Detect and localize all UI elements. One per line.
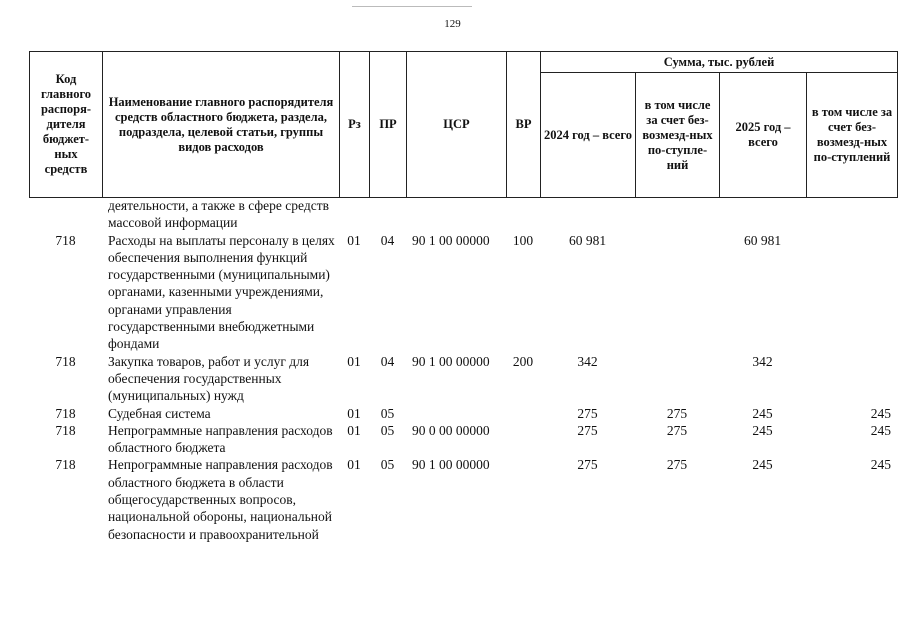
- row-sum-2025: 245: [752, 405, 773, 421]
- row-pr: 04: [380, 353, 395, 369]
- page-number: 129: [444, 18, 461, 30]
- table-row: [29, 405, 897, 422]
- header-2025-grants: в том числе за счет без-возмезд-ных по-ступлений: [807, 73, 898, 198]
- row-code: 718: [55, 353, 76, 369]
- row-name: Непрограммные направления расходов областного бюджета в области общегосударственных вопросов, национальной обороны, национальной безопасности и правоохранительной: [108, 457, 333, 542]
- row-code: 718: [55, 422, 76, 438]
- row-name: Непрограммные направления расходов областного бюджета: [108, 422, 333, 456]
- row-sum-2024: 275: [577, 457, 598, 473]
- row-rz: 01: [347, 457, 361, 473]
- row-code: 718: [55, 457, 76, 473]
- table-row: [29, 353, 897, 405]
- row-pr: 04: [380, 232, 395, 248]
- row-grants-2024: [635, 353, 719, 405]
- row-csr: [406, 405, 506, 422]
- header-2024-total: 2024 год – всего: [541, 73, 636, 198]
- row-csr: 90 1 00 00000: [412, 457, 490, 473]
- table-row: [29, 456, 897, 542]
- header-pr: ПР: [370, 52, 407, 198]
- header-rz: Рз: [340, 52, 370, 198]
- row-pr: [369, 197, 406, 232]
- row-grants-2024: [635, 197, 719, 232]
- row-sum-2024: 60 981: [568, 232, 607, 248]
- row-vr: 100: [512, 232, 534, 248]
- row-grants-2025: 245: [870, 457, 891, 473]
- row-grants-2024: 275: [666, 422, 688, 438]
- header-vr: ВР: [507, 52, 541, 198]
- table-row: [29, 197, 897, 232]
- header-2024-grants: в том числе за счет без-возмезд-ных по-ступле-ний: [636, 73, 720, 198]
- row-grants-2024: 275: [666, 457, 688, 473]
- row-code: 718: [55, 232, 76, 248]
- row-code: [29, 197, 102, 232]
- row-code: 718: [55, 405, 76, 421]
- row-vr: [506, 456, 540, 542]
- header-sum-group: Сумма, тыс. рублей: [541, 52, 898, 73]
- row-rz: [339, 197, 369, 232]
- header-2025-total: 2025 год – всего: [720, 73, 807, 198]
- row-csr: 90 1 00 00000: [412, 353, 490, 369]
- row-sum-2025: 245: [752, 422, 773, 438]
- header-csr: ЦСР: [407, 52, 507, 198]
- budget-table: [29, 197, 897, 543]
- row-grants-2025: [806, 353, 897, 405]
- row-rz: 01: [347, 353, 361, 369]
- table-header: [29, 51, 898, 198]
- row-name: деятельности, а также в сфере средств массовой информации: [108, 198, 329, 231]
- row-csr: 90 1 00 00000: [412, 232, 490, 248]
- header-name: Наименование главного распорядителя средств областного бюджета, раздела, подраздела, целевой статьи, группы видов расходов: [103, 52, 340, 198]
- row-grants-2025: [806, 197, 897, 232]
- row-pr: 05: [380, 405, 395, 421]
- table-row: [29, 422, 897, 457]
- row-rz: 01: [347, 422, 361, 438]
- row-csr: [406, 197, 506, 232]
- row-grants-2025: 245: [870, 422, 891, 438]
- header-code: Код главного распоря-дителя бюджет-ных средств: [30, 52, 103, 198]
- row-sum-2025: 60 981: [743, 232, 782, 248]
- row-sum-2024: 275: [577, 422, 598, 438]
- row-sum-2024: 275: [577, 405, 598, 421]
- row-sum-2025: 342: [752, 353, 773, 369]
- row-pr: 05: [380, 457, 395, 473]
- row-vr: 200: [512, 353, 534, 369]
- top-rule: [352, 6, 472, 7]
- row-sum-2025: 245: [752, 457, 773, 473]
- row-sum-2025: [719, 197, 806, 232]
- row-vr: [506, 197, 540, 232]
- row-name: Закупка товаров, работ и услуг для обеспечения государственных (муниципальных) нужд: [108, 353, 310, 404]
- row-csr: 90 0 00 00000: [412, 422, 490, 438]
- row-rz: 01: [347, 232, 361, 248]
- row-vr: [506, 405, 540, 422]
- table-row: [29, 232, 897, 353]
- row-rz: 01: [347, 405, 361, 421]
- row-grants-2024: 275: [666, 405, 688, 421]
- row-name: Судебная система: [108, 405, 211, 421]
- row-grants-2025: [806, 232, 897, 353]
- row-grants-2024: [635, 232, 719, 353]
- row-pr: 05: [380, 422, 395, 438]
- table-body: [29, 197, 897, 543]
- row-grants-2025: 245: [870, 405, 891, 421]
- row-sum-2024: 342: [577, 353, 598, 369]
- row-name: Расходы на выплаты персоналу в целях обеспечения выполнения функций государственными (муниципальными) органами, казенными учреждениями, органами управления государственными внебюджетными фондами: [108, 232, 335, 352]
- row-sum-2024: [540, 197, 635, 232]
- row-vr: [506, 422, 540, 457]
